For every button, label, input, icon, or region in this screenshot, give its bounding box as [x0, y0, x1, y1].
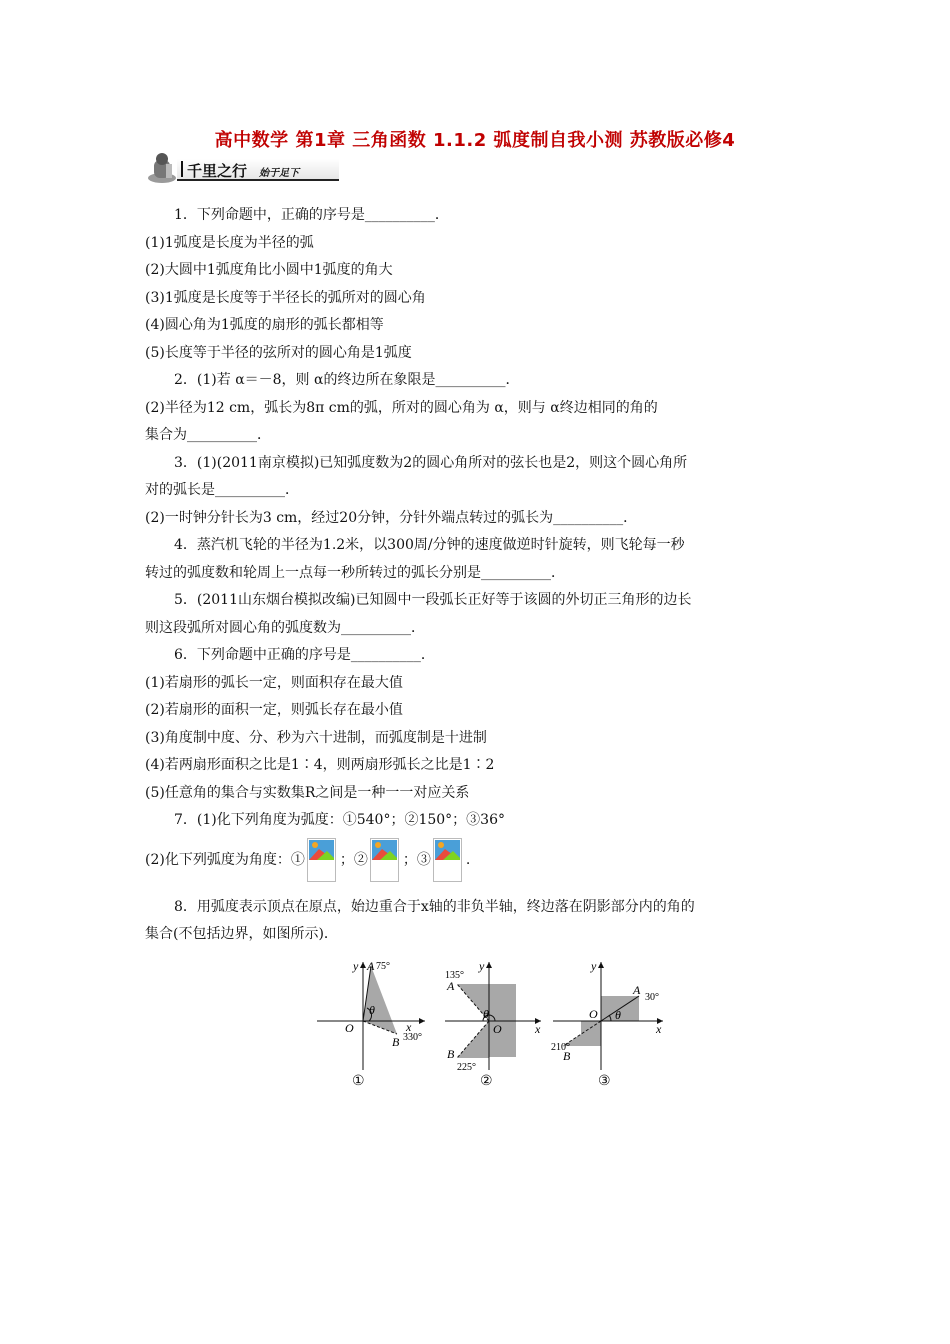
- angle-b-label: 330°: [403, 1032, 422, 1043]
- q1-option: (4)圆心角为1弧度的扇形的弧长都相等: [145, 317, 384, 333]
- q3-part1: 3．(1)(2011南京模拟)已知弧度数为2的圆心角所对的弦长也是2，则这个圆心角所: [174, 454, 688, 471]
- q1-option: (2)大圆中1弧度角比小圆中1弧度的角大: [145, 262, 393, 278]
- q7-part2: [145, 835, 810, 885]
- figure-3-label: ③: [598, 1073, 611, 1089]
- figure-1-label: ①: [352, 1073, 365, 1089]
- figure-2-diagram: [443, 958, 558, 1073]
- q2-part1: 2．(1)若 α＝－8，则 α的终边所在象限是__________．: [174, 372, 520, 388]
- angle-a-label: 135°: [445, 970, 464, 981]
- theta-label: θ: [483, 1007, 489, 1021]
- banner-figure-icon: [145, 152, 179, 184]
- q7-part2-sep2: ；③: [402, 851, 431, 868]
- q8-stem-cont: 集合(不包括边界，如图所示)．: [145, 926, 338, 942]
- banner-sub-text: 始于足下: [259, 168, 299, 179]
- q2-part2-cont: 集合为__________．: [145, 427, 271, 443]
- axis-y-label: y: [591, 959, 597, 973]
- theta-label: θ: [615, 1008, 621, 1022]
- section-banner: [145, 152, 341, 184]
- q4-stem-cont: 转过的弧度数和轮周上一点每一秒所转过的弧长分别是__________．: [145, 564, 565, 581]
- point-a-label: A: [367, 959, 375, 973]
- q1-stem: 1．下列命题中，正确的序号是__________．: [174, 207, 449, 223]
- q6-option: (5)任意角的集合与实数集R之间是一种一一对应关系: [145, 784, 470, 801]
- document-title: 高中数学 第1章 三角函数 1.1.2 弧度制自我小测 苏教版必修4: [214, 130, 736, 151]
- q6-stem: 6．下列命题中正确的序号是__________．: [174, 647, 435, 663]
- q1-option: (5)长度等于半径的弦所对的圆心角是1弧度: [145, 344, 412, 361]
- axis-y-label: y: [353, 959, 359, 973]
- banner-main-text: 千里之行: [187, 162, 248, 180]
- q6-option: (2)若扇形的面积一定，则弧长存在最小值: [145, 702, 403, 718]
- point-b-label: B: [392, 1035, 400, 1049]
- q5-stem: 5．(2011山东烟台模拟改编)已知圆中一段弧长正好等于该圆的外切正三角形的边长: [174, 592, 692, 608]
- point-a-label: A: [633, 983, 641, 997]
- figure-1-diagram: [315, 958, 430, 1073]
- q7-part1: 7．(1)化下列角度为弧度：①540°；②150°；③36°: [174, 812, 505, 828]
- angle-b-label: 210°: [551, 1042, 570, 1053]
- axis-x-label: x: [656, 1022, 662, 1036]
- axis-x-label: x: [535, 1022, 541, 1036]
- q3-part1-cont: 对的弧长是__________．: [145, 482, 299, 498]
- angle-a-label: 30°: [645, 992, 659, 1003]
- formula-image-placeholder-icon: [370, 838, 399, 882]
- q8-figures: [315, 958, 665, 1093]
- q6-option: (3)角度制中度、分、秒为六十进制，而弧度制是十进制: [145, 729, 487, 746]
- q7-part2-sep1: ；②: [339, 851, 368, 868]
- q7-part2-prefix: (2)化下列弧度为角度：①: [145, 851, 305, 868]
- axis-x-label: x: [406, 1020, 412, 1034]
- q6-option: (4)若两扇形面积之比是1∶4，则两扇形弧长之比是1∶2: [145, 757, 495, 773]
- q4-stem: 4．蒸汽机飞轮的半径为1.2米，以300周/分钟的速度做逆时针旋转，则飞轮每一秒: [174, 537, 685, 553]
- origin-label: O: [345, 1021, 354, 1035]
- angle-b-label: 225°: [457, 1062, 476, 1073]
- q2-part2: (2)半径为12 cm，弧长为8π cm的弧，所对的圆心角为 α，则与 α终边相同的角的: [145, 399, 658, 416]
- point-b-label: B: [563, 1049, 571, 1063]
- formula-image-placeholder-icon: [433, 838, 462, 882]
- q1-option: (1)1弧度是长度为半径的弧: [145, 234, 314, 251]
- point-a-label: A: [447, 979, 455, 993]
- q6-option: (1)若扇形的弧长一定，则面积存在最大值: [145, 674, 403, 691]
- origin-label: O: [493, 1022, 502, 1036]
- origin-label: O: [589, 1007, 598, 1021]
- figure-3-diagram: [551, 958, 666, 1073]
- angle-a-label: 75°: [376, 961, 390, 972]
- figure-2-label: ②: [480, 1073, 493, 1089]
- point-b-label: B: [447, 1047, 455, 1061]
- axis-y-label: y: [479, 959, 485, 973]
- theta-label: θ: [369, 1003, 375, 1017]
- q3-part2: (2)一时钟分针长为3 cm，经过20分钟，分针外端点转过的弧长为__________．: [145, 509, 638, 526]
- formula-image-placeholder-icon: [307, 838, 336, 882]
- question-list: [145, 202, 810, 949]
- q8-stem: 8．用弧度表示顶点在原点，始边重合于x轴的非负半轴，终边落在阴影部分内的角的: [174, 898, 695, 915]
- q7-part2-end: .: [465, 851, 471, 868]
- q1-option: (3)1弧度是长度等于半径长的弧所对的圆心角: [145, 289, 426, 306]
- q5-stem-cont: 则这段弧所对圆心角的弧度数为__________．: [145, 619, 425, 636]
